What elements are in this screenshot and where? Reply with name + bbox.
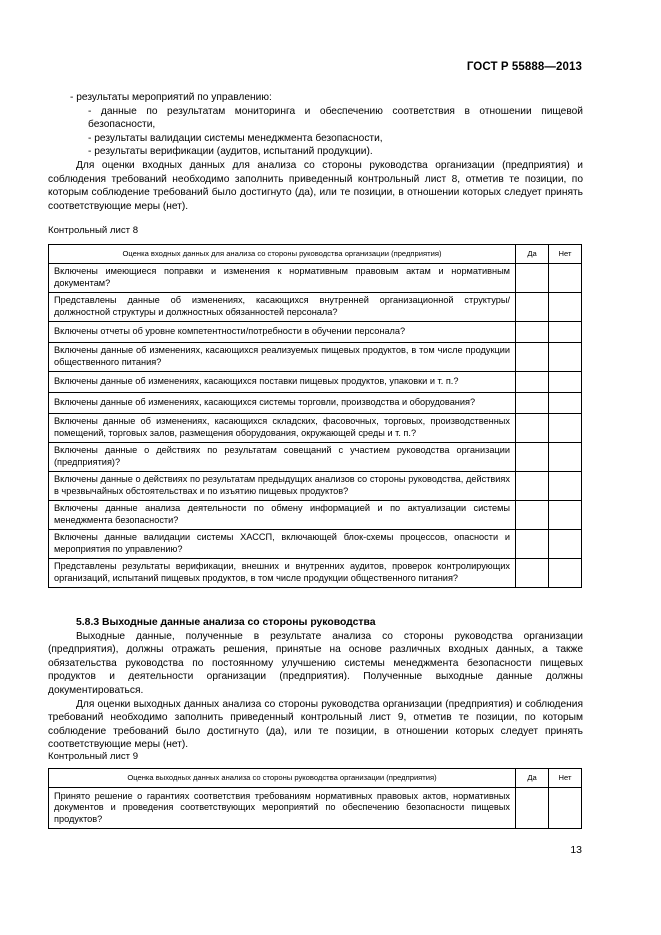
question-cell: Представлены данные об изменениях, касающихся внутренней организационной структуры/ должностной структуры и должностных обязанностей персонала? [49,293,516,322]
table-row [49,293,582,322]
column-header-yes: Да [516,245,549,264]
yes-cell[interactable] [516,472,549,501]
yes-cell[interactable] [516,443,549,472]
table-row [49,559,582,588]
no-cell[interactable] [549,322,582,343]
table-row [49,443,582,472]
intro-line: - результаты верификации (аудитов, испытаний продукции). [88,146,373,158]
no-cell[interactable] [549,393,582,414]
no-cell[interactable] [549,501,582,530]
table-row [49,472,582,501]
section-paragraph: Выходные данные, полученные в результате анализа со стороны руководства организации (предприятия), должны отражать решения, принятые на основе различных входных данных, а также обязательства руководства по постоянному улучшению системы менеджмента безопасности пищевых продуктов и деятельности организации (предприятия). Полученные выходные данные должны документироваться. [48,630,583,696]
question-cell: Включены данные об изменениях, касающихся реализуемых пищевых продуктов, в том числе продукции общественного питания? [49,343,516,372]
section-title: 5.8.3 Выходные данные анализа со стороны руководства [76,617,376,628]
question-cell: Включены данные анализа деятельности по обмену информацией и по актуализации системы менеджмента безопасности? [49,501,516,530]
section-5-8-3 [48,616,583,752]
question-cell: Включены данные об изменениях, касающихся поставки пищевых продуктов, упаковки и т. п.? [49,372,516,393]
yes-cell[interactable] [516,372,549,393]
page-number: 13 [570,844,582,856]
no-cell[interactable] [549,443,582,472]
table-row [49,788,582,829]
checklist-8-table [48,244,582,588]
question-cell: Включены данные о действиях по результатам совещаний с участием руководства организации (предприятия)? [49,443,516,472]
column-header-yes: Да [516,769,549,788]
table-row [49,530,582,559]
yes-cell[interactable] [516,393,549,414]
table-row [49,264,582,293]
yes-cell[interactable] [516,264,549,293]
table-header-row [49,769,582,788]
intro-block [48,91,583,213]
question-cell: Включены данные об изменениях, касающихся складских, фасовочных, торговых, производственных помещений, торговых залов, размещения оборудования, окружающей среды и т. п.? [49,414,516,443]
no-cell[interactable] [549,788,582,829]
question-cell: Включены данные об изменениях, касающихся системы торговли, производства и оборудования? [49,393,516,414]
table-header-row [49,245,582,264]
checklist-9-table [48,768,582,829]
intro-line: - данные по результатам мониторинга и обеспечению соответствия в отношении пищевой безопасности, [88,105,583,131]
table-row [49,414,582,443]
yes-cell[interactable] [516,414,549,443]
checklist-8-caption: Контрольный лист 8 [48,225,139,236]
table-row [49,501,582,530]
question-cell: Включены данные о действиях по результатам предыдущих анализов со стороны руководства, действиях в чрезвычайных обстоятельствах и по изъятию пищевых продуктов? [49,472,516,501]
yes-cell[interactable] [516,501,549,530]
no-cell[interactable] [549,343,582,372]
yes-cell[interactable] [516,559,549,588]
section-paragraph: Для оценки выходных данных анализа со стороны руководства организации (предприятия) и соблюдения требований необходимо заполнить приведенный контрольный лист 9, отметив те позиции, по которым соблюдение требований было достигнуто (да), или те позиции, в отношении которых следует принять соответствующие меры (нет). [48,698,583,751]
question-cell: Принято решение о гарантиях соответствия требованиям нормативных правовых актов, нормативных документов и проведения соответствующих мероприятий по обеспечению безопасности пищевых продуктов? [49,788,516,829]
column-header-question: Оценка выходных данных анализа со стороны руководства организации (предприятия) [49,769,516,788]
question-cell: Включены данные валидации системы ХАССП, включающей блок-схемы процессов, опасности и мероприятия по управлению? [49,530,516,559]
intro-line: - результаты валидации системы менеджмента безопасности, [88,132,383,144]
table-row [49,393,582,414]
table-row [49,322,582,343]
no-cell[interactable] [549,414,582,443]
no-cell[interactable] [549,472,582,501]
no-cell[interactable] [549,293,582,322]
no-cell[interactable] [549,264,582,293]
no-cell[interactable] [549,530,582,559]
table-row [49,372,582,393]
question-cell: Включены имеющиеся поправки и изменения к нормативным правовым актам и нормативным документам? [49,264,516,293]
standard-id: ГОСТ Р 55888—2013 [466,61,582,73]
no-cell[interactable] [549,559,582,588]
column-header-no: Нет [549,245,582,264]
question-cell: Представлены результаты верификации, внешних и внутренних аудитов, проверок контролирующих организаций, испытаний пищевых продуктов, в том числе продукции общественного питания? [49,559,516,588]
yes-cell[interactable] [516,293,549,322]
intro-line: - результаты мероприятий по управлению: [70,92,272,103]
column-header-question: Оценка входных данных для анализа со стороны руководства организации (предприятия) [49,245,516,264]
no-cell[interactable] [549,372,582,393]
column-header-no: Нет [549,769,582,788]
question-cell: Включены отчеты об уровне компетентности/потребности в обучении персонала? [49,322,516,343]
table-row [49,343,582,372]
yes-cell[interactable] [516,343,549,372]
yes-cell[interactable] [516,530,549,559]
yes-cell[interactable] [516,788,549,829]
checklist-9-caption: Контрольный лист 9 [48,751,139,762]
intro-paragraph: Для оценки входных данных для анализа со стороны руководства организации (предприятия) и соблюдения требований необходимо заполнить приведенный контрольный лист 8, отметив те позиции, по которым соблюдение требований было достигнуто (да), или те позиции, в отношении которых следует принять соответствующие меры (нет). [48,159,583,212]
yes-cell[interactable] [516,322,549,343]
